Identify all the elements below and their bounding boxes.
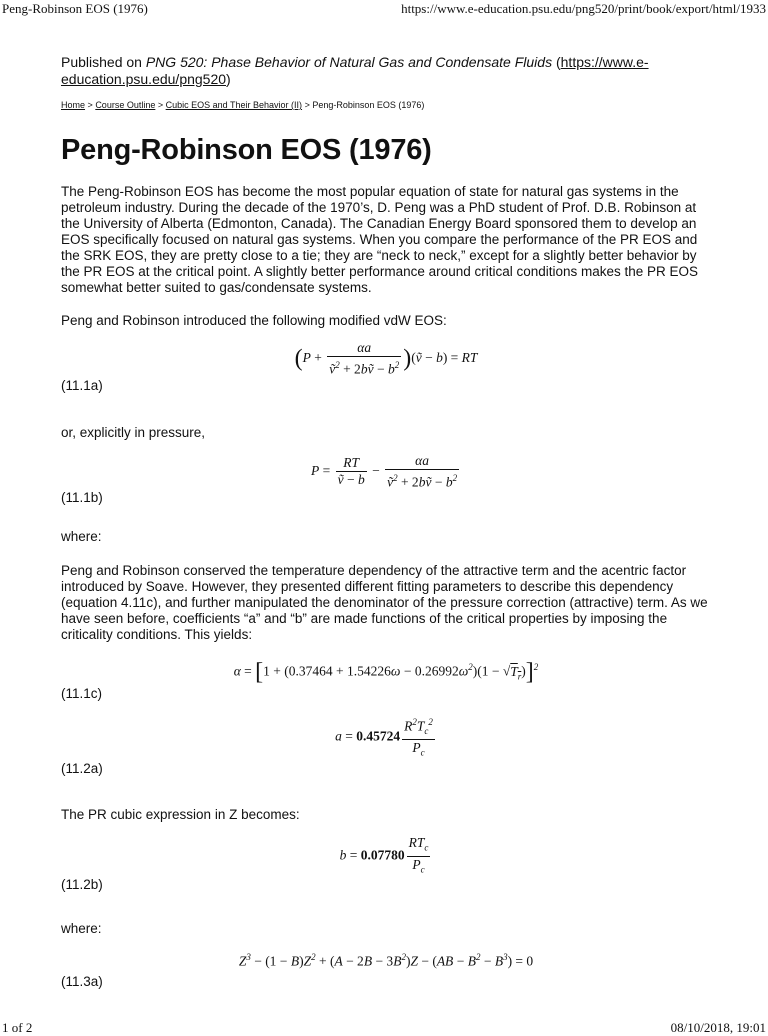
equation-label-11-1b: (11.1b) xyxy=(61,490,103,505)
introduced-paragraph: Peng and Robinson introduced the following modified vdW EOS: xyxy=(61,313,447,328)
equation-11-2b: b = 0.07780 $\frac{RT_c}{P_c}$ xyxy=(61,835,711,877)
print-header-title: Peng-Robinson EOS (1976) xyxy=(2,1,148,16)
breadcrumb-home[interactable]: Home xyxy=(61,100,86,110)
equation-11-3a: $Z^3 - (1 - B)Z^2 + (A - 2B - 3B^2)Z - (AB - B^2 - B^3) = 0$ xyxy=(238,952,534,969)
equation-label-11-3a: (11.3a) xyxy=(61,973,103,989)
course-link[interactable]: https://www.e-education.psu.edu/png520 xyxy=(61,54,649,87)
published-line xyxy=(61,54,711,88)
where-paragraph-1: where: xyxy=(61,529,102,544)
equation-11-2a: a = 0.45724 $\frac{R^2T_c^2}{P_c}$ xyxy=(61,714,711,761)
explicit-paragraph: or, explicitly in pressure, xyxy=(61,424,206,440)
breadcrumb xyxy=(61,99,711,111)
page-title: Peng-Robinson EOS (1976) xyxy=(61,134,432,166)
published-prefix: Published on xyxy=(61,54,142,70)
page-number: 1 of 2 xyxy=(2,1020,33,1035)
published-close-paren: ) xyxy=(226,71,231,87)
breadcrumb-current: Peng-Robinson EOS (1976) xyxy=(312,100,425,110)
alpha-coef-3: 0.26992 xyxy=(414,663,459,679)
cubic-paragraph: The PR cubic expression in Z becomes: xyxy=(61,806,300,822)
equation-11-1a: (P + $\frac{\alpha a}{ṽ^2 + 2bṽ - b^2}$ )(ṽ − b) = RT xyxy=(294,340,478,377)
equation-label-11-2a: (11.2a) xyxy=(61,760,103,776)
equation-label-11-2b: (11.2b) xyxy=(61,877,103,893)
published-open-paren: ( xyxy=(555,54,561,70)
conserved-paragraph: Peng and Robinson conserved the temperature dependency of the attractive term and the acentric factor introduced by Soave. However, they presented different fitting parameters to describe this dependency (equation 4.11c), and further manipulated the denominator of the pressure correction (attractive) term. As we have seen before, coefficients “a” and “b” are made functions of the critical properties by imposing the criticality conditions. This yields: xyxy=(61,563,708,642)
breadcrumb-separator: > xyxy=(157,100,164,110)
breadcrumb-cubic-eos[interactable]: Cubic EOS and Their Behavior (II) xyxy=(165,100,303,110)
alpha-coef-1: 0.37464 xyxy=(288,663,333,679)
equation-11-1b: P = $\frac{RT}{\text{ṽ − b}}$ − $\frac{\alpha a}{ṽ^2 + 2bṽ - b^2}$ xyxy=(310,452,458,489)
equation-11-1c: $\alpha = [1 + (0.37464 + 1.54226\omega - 0.26992\omega^2)(1 - √T_r)]^2$ xyxy=(233,659,539,685)
print-datetime: 08/10/2018, 19:01 xyxy=(670,1020,766,1035)
b-coefficient: 0.07780 xyxy=(360,847,405,863)
page-content xyxy=(61,54,711,990)
course-name: PNG 520: Phase Behavior of Natural Gas and Condensate Fluids xyxy=(145,54,553,70)
breadcrumb-course-outline[interactable]: Course Outline xyxy=(95,100,156,110)
breadcrumb-separator: > xyxy=(87,100,93,110)
where-paragraph-2: where: xyxy=(61,921,102,937)
a-coefficient: 0.45724 xyxy=(356,728,401,744)
intro-paragraph: The Peng-Robinson EOS has become the most popular equation of state for natural gas systems in the petroleum industry. During the decade of the 1970’s, D. Peng was a PhD student of Prof. D.B. Robinson at the University of Alberta (Edmonton, Canada). The Canadian Energy Board sponsored them to develop an EOS specifically focused on natural gas systems. When you compare the performance of the PR EOS and the SRK EOS, they are pretty close to a tie; they are “neck to neck,” except for a slightly better behavior by the PR EOS at the critical point. A slightly better performance around critical conditions makes the PR EOS somewhat better suited to gas/condensate systems. xyxy=(61,184,699,295)
equation-label-11-1a: (11.1a) xyxy=(61,377,103,393)
breadcrumb-separator: > xyxy=(304,100,310,110)
print-header-url: https://www.e-education.psu.edu/png520/print/book/export/html/1933 xyxy=(401,1,766,16)
equation-label-11-1c: (11.1c) xyxy=(61,686,103,701)
alpha-coef-2: 1.54226 xyxy=(347,663,391,679)
